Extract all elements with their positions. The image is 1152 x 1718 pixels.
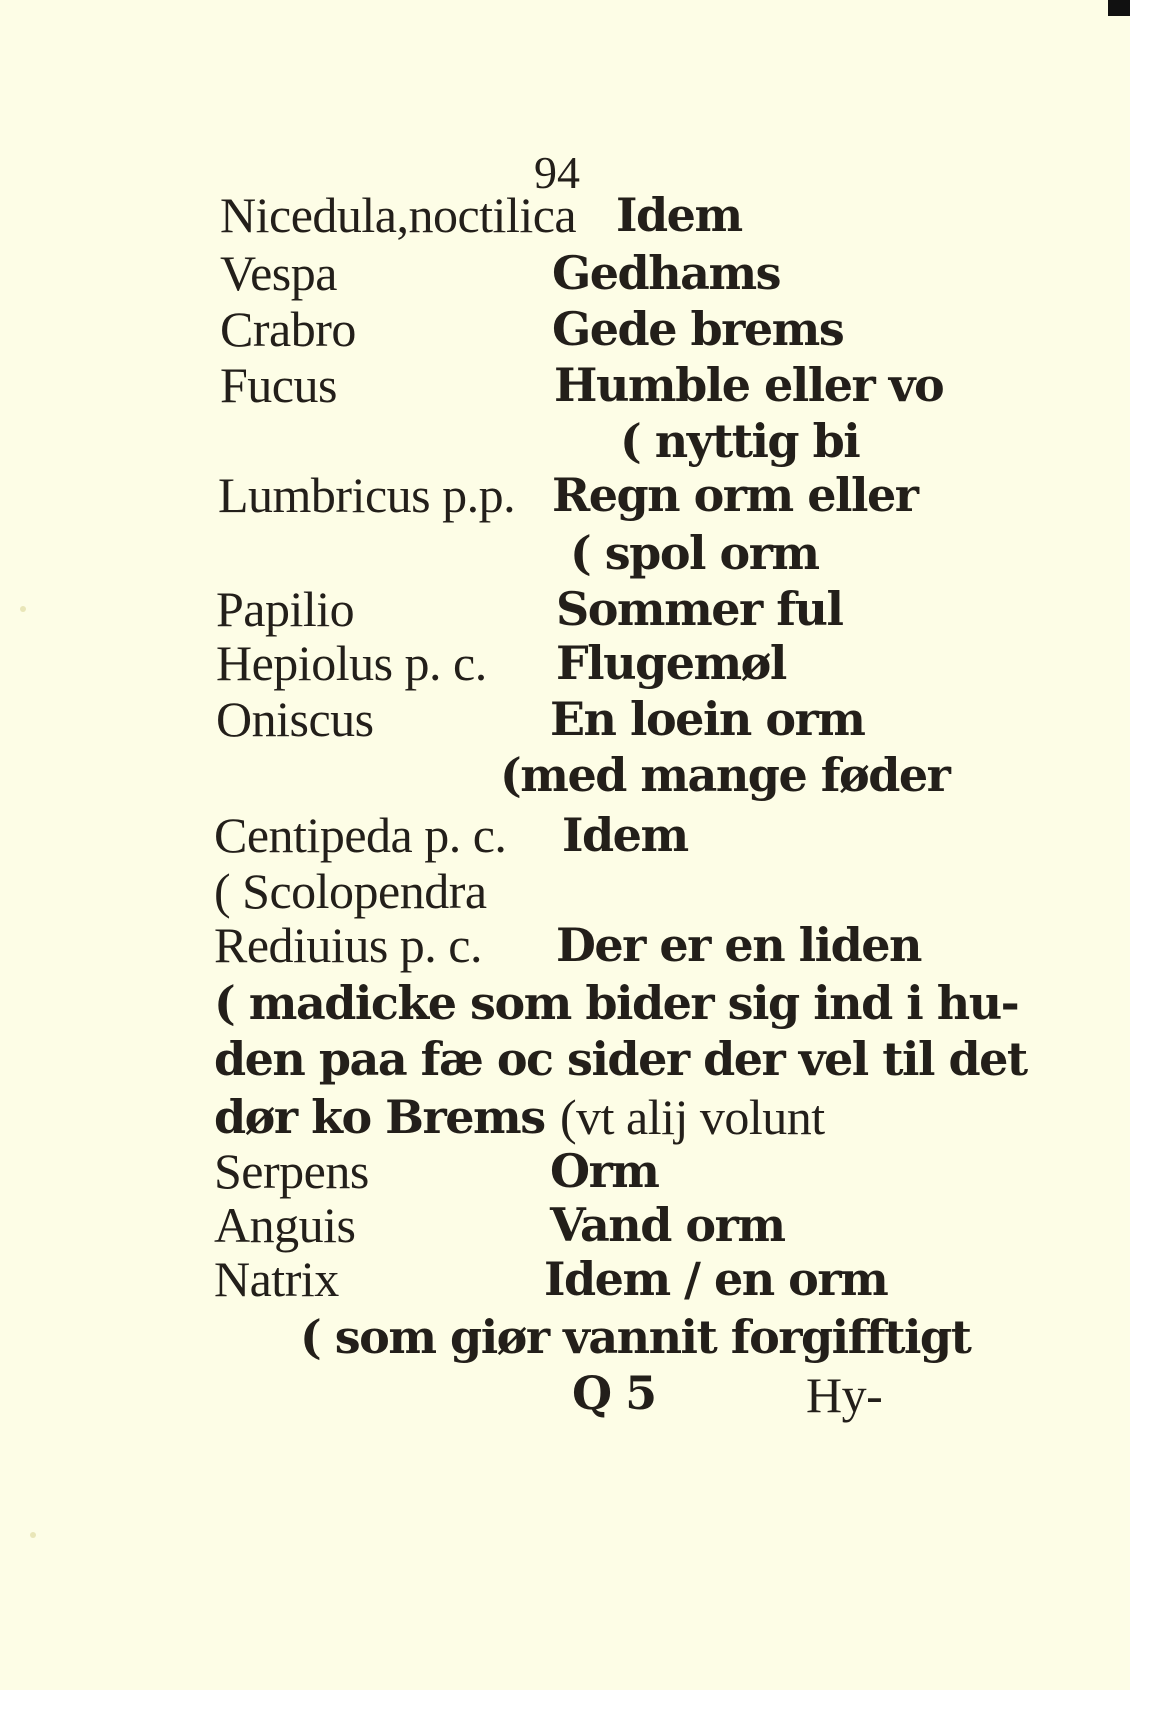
latin-term: Centipeda p. c.: [214, 807, 507, 863]
danish-term: Sommer ful: [556, 582, 843, 636]
latin-term: Vespa: [220, 245, 337, 301]
text-line: ( madicke som bider sig ind i hu-: [214, 976, 1019, 1030]
text-line: dør ko Brems: [214, 1090, 545, 1144]
danish-term: Gedhams: [552, 246, 781, 300]
continuation-line: ( Scolopendra: [214, 863, 487, 919]
page-number: 94: [534, 147, 580, 198]
latin-term: Oniscus: [216, 691, 374, 747]
latin-term: Hepiolus p. c.: [216, 635, 487, 691]
danish-term: Idem: [562, 808, 688, 862]
latin-term: Nicedula,noctilica: [220, 187, 577, 243]
danish-term: Der er en liden: [556, 918, 921, 972]
catchword: Hy-: [806, 1367, 883, 1423]
danish-term: Flugemøl: [556, 636, 786, 690]
danish-term: Idem / en orm: [544, 1252, 888, 1306]
text-line: den paa fæ oc sider der vel til det: [214, 1032, 1027, 1086]
danish-term: Humble eller vo: [554, 358, 944, 412]
danish-term: Regn orm eller: [552, 468, 918, 522]
scan-margin-bottom: [0, 1690, 1152, 1718]
danish-term: Idem: [616, 188, 742, 242]
danish-term: Gede brems: [552, 302, 844, 356]
scan-margin-right: [1130, 16, 1152, 1690]
signature-mark: Q 5: [572, 1366, 656, 1420]
latin-term: Papilio: [216, 581, 355, 637]
danish-term: Orm: [550, 1144, 659, 1198]
latin-term: Fucus: [220, 357, 337, 413]
continuation-line: (med mange føder: [500, 748, 950, 802]
latin-term: Natrix: [214, 1251, 339, 1307]
latin-term: Crabro: [220, 301, 356, 357]
danish-term: Vand orm: [550, 1198, 785, 1252]
scan-corner-mark: [1108, 0, 1130, 16]
text-line: (vt alij volunt: [560, 1089, 825, 1145]
paper-speck: [30, 1532, 36, 1538]
danish-term: En loein orm: [550, 692, 865, 746]
latin-term: Serpens: [214, 1143, 369, 1199]
continuation-line: ( som giør vannit forgifftigt: [300, 1310, 971, 1364]
latin-term: Anguis: [214, 1197, 356, 1253]
continuation-line: ( spol orm: [570, 526, 819, 580]
continuation-line: ( nyttig bi: [620, 414, 860, 468]
latin-term: Rediuius p. c.: [214, 917, 482, 973]
paper-speck: [20, 606, 26, 612]
latin-term: Lumbricus p.p.: [218, 467, 516, 523]
